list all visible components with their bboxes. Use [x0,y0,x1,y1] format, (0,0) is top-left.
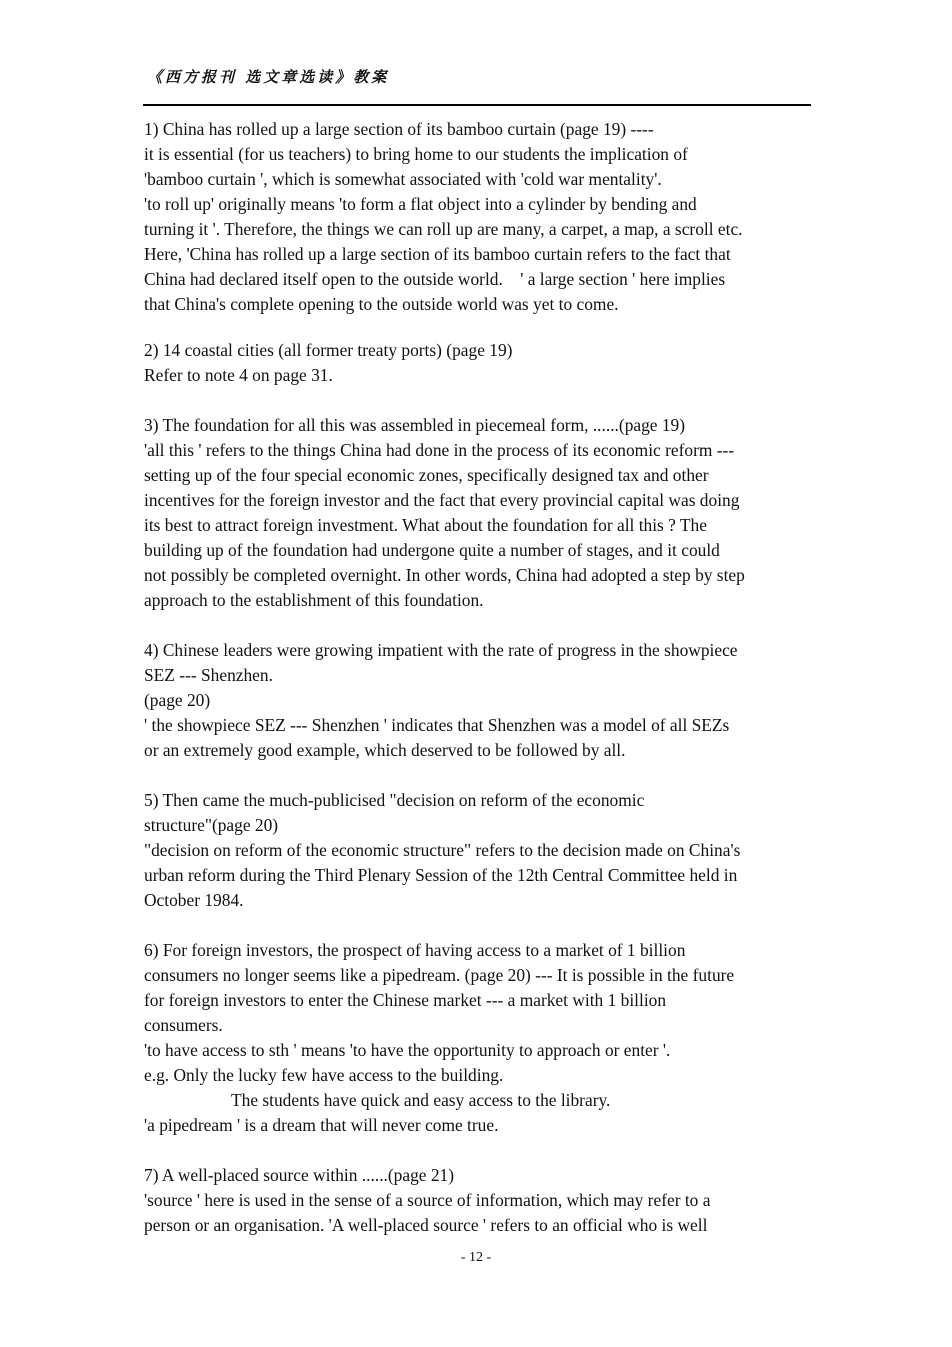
note-4 [144,638,812,763]
text-line: October 1984. [144,890,244,910]
note-1 [144,117,812,317]
text-line: 'all this ' refers to the things China had done in the process of its economic reform --- [144,440,735,460]
paragraph-gap [144,913,812,938]
paragraph-gap [144,763,812,788]
text-line: person or an organisation. 'A well-placed source ' refers to an official who is well [144,1215,708,1235]
text-line: 5) Then came the much-publicised "decision on reform of the economic [144,790,645,810]
text-line: urban reform during the Third Plenary Session of the 12th Central Committee held in [144,865,738,885]
text-line: China had declared itself open to the outside world. ' a large section ' here implies [144,269,726,289]
text-line: consumers. [144,1015,223,1035]
text-line: e.g. Only the lucky few have access to the building. [144,1065,504,1085]
note-7 [144,1163,812,1238]
page-number: - 12 - [460,1250,492,1265]
text-line: 'to have access to sth ' means 'to have the opportunity to approach or enter '. [144,1040,671,1060]
text-line: 3) The foundation for all this was assembled in piecemeal form, ......(page 19) [144,415,686,435]
text-line: for foreign investors to enter the Chinese market --- a market with 1 billion [144,990,667,1010]
document-body [144,117,812,1238]
text-line: Refer to note 4 on page 31. [144,365,333,385]
text-line: setting up of the four special economic zones, specifically designed tax and other [144,465,709,485]
text-line: (page 20) [144,690,211,710]
text-line: 4) Chinese leaders were growing impatient with the rate of progress in the showpiece [144,640,738,660]
text-line: not possibly be completed overnight. In other words, China had adopted a step by step [144,565,745,585]
text-line: 7) A well-placed source within ......(page 21) [144,1165,455,1185]
text-line: turning it '. Therefore, the things we can roll up are many, a carpet, a map, a scroll etc. [144,219,743,239]
text-line: 'source ' here is used in the sense of a source of information, which may refer to a [144,1190,711,1210]
text-line: building up of the foundation had undergone quite a number of stages, and it could [144,540,720,560]
text-line: 'to roll up' originally means 'to form a flat object into a cylinder by bending and [144,194,697,214]
page-header-title: 《西方报刊 选文章选读》教案 [147,68,390,86]
text-line: it is essential (for us teachers) to bring home to our students the implication of [144,144,688,164]
note-5 [144,788,812,913]
text-line: structure"(page 20) [144,815,279,835]
text-line: 'a pipedream ' is a dream that will never come true. [144,1115,499,1135]
example-line: The students have quick and easy access to the library. [231,1090,611,1110]
text-line: its best to attract foreign investment. What about the foundation for all this ? The [144,515,707,535]
text-line: 'bamboo curtain ', which is somewhat associated with 'cold war mentality'. [144,169,662,189]
paragraph-gap [144,613,812,638]
text-line: incentives for the foreign investor and the fact that every provincial capital was doing [144,490,740,510]
text-line: 2) 14 coastal cities (all former treaty ports) (page 19) [144,340,513,360]
text-line: SEZ --- Shenzhen. [144,665,273,685]
text-line: or an extremely good example, which deserved to be followed by all. [144,740,626,760]
text-line: ' the showpiece SEZ --- Shenzhen ' indicates that Shenzhen was a model of all SEZs [144,715,730,735]
text-line: 1) China has rolled up a large section of its bamboo curtain (page 19) ---- [144,119,654,139]
text-line: that China's complete opening to the outside world was yet to come. [144,294,619,314]
text-line: approach to the establishment of this foundation. [144,590,484,610]
header-divider [143,104,811,106]
note-3 [144,413,812,613]
paragraph-gap [144,1138,812,1163]
paragraph-gap [144,317,812,338]
text-line: "decision on reform of the economic structure" refers to the decision made on China's [144,840,741,860]
note-2 [144,338,812,388]
note-6 [144,938,812,1138]
text-line: consumers no longer seems like a pipedream. (page 20) --- It is possible in the future [144,965,735,985]
text-line: Here, 'China has rolled up a large section of its bamboo curtain refers to the fact that [144,244,731,264]
paragraph-gap [144,388,812,413]
text-line: 6) For foreign investors, the prospect of having access to a market of 1 billion [144,940,686,960]
